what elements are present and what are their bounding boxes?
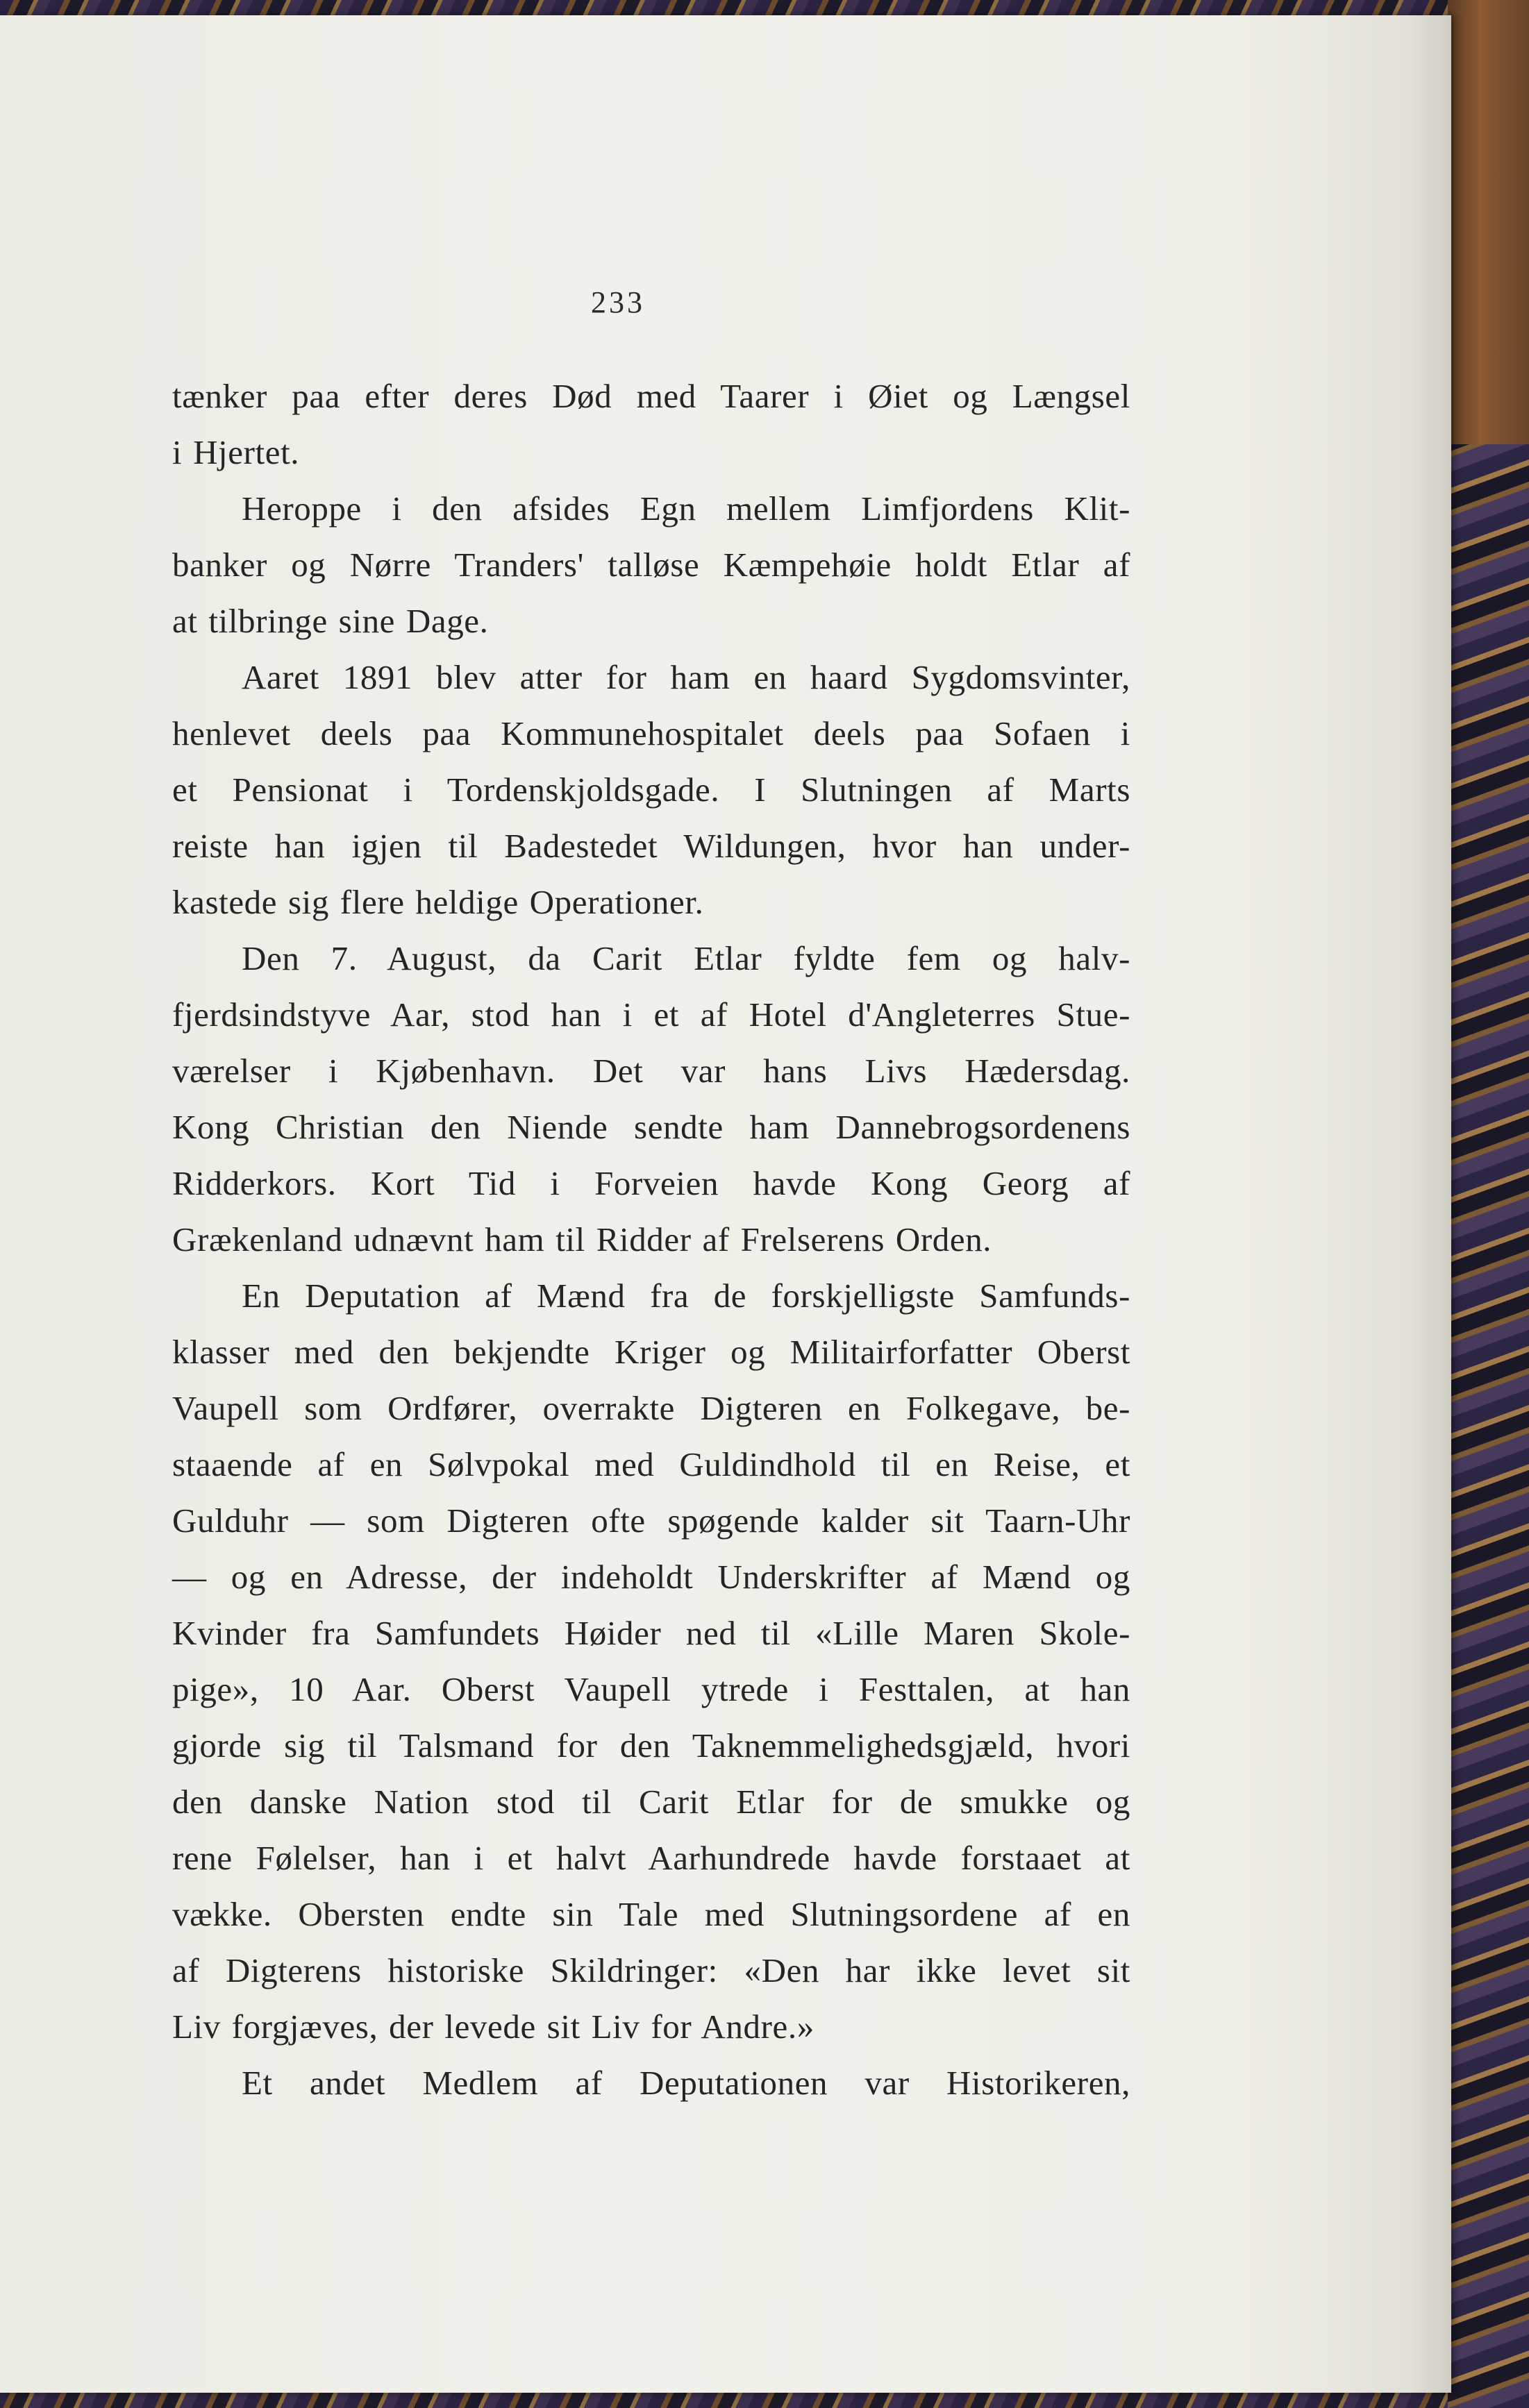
text-line: Aaret 1891 blev atter for ham en haard Sygdomsvinter, — [242, 658, 1130, 696]
text-line: kastede sig flere heldige Operationer. — [172, 883, 704, 921]
text-line: tænker paa efter deres Død med Taarer i Øiet og Længsel — [172, 377, 1130, 415]
text-line: den danske Nation stod til Carit Etlar for de smukke og — [172, 1783, 1130, 1821]
text-line: Ridderkors. Kort Tid i Forveien havde Kong Georg af — [172, 1164, 1130, 1202]
text-line: banker og Nørre Tranders' talløse Kæmpehøie holdt Etlar af — [172, 546, 1130, 584]
text-line: pige», 10 Aar. Oberst Vaupell ytrede i Festtalen, at han — [172, 1670, 1130, 1708]
text-line: reiste han igjen til Badestedet Wildungen, hvor han under- — [172, 827, 1130, 865]
text-line: Vaupell som Ordfører, overrakte Digteren en Folkegave, be- — [172, 1389, 1130, 1427]
text-line: rene Følelser, han i et halvt Aarhundrede havde forstaaet at — [172, 1839, 1130, 1877]
text-line: i Hjertet. — [172, 433, 300, 471]
body-text — [172, 368, 1130, 2111]
text-line: henlevet deels paa Kommunehospitalet deels paa Sofaen i — [172, 714, 1130, 752]
text-line: staaende af en Sølvpokal med Guldindhold til en Reise, et — [172, 1445, 1130, 1483]
page-number: 233 — [591, 285, 645, 319]
text-line: fjerdsindstyve Aar, stod han i et af Hotel d'Angleterres Stue- — [172, 995, 1130, 1034]
text-line: Den 7. August, da Carit Etlar fyldte fem og halv- — [242, 939, 1130, 977]
text-line: Grækenland udnævnt ham til Ridder af Frelserens Orden. — [172, 1220, 992, 1258]
book-page — [0, 15, 1451, 2393]
leather-spine — [1448, 0, 1529, 444]
text-line: at tilbringe sine Dage. — [172, 602, 489, 640]
text-line: — og en Adresse, der indeholdt Underskrifter af Mænd og — [172, 1558, 1130, 1596]
text-line: Et andet Medlem af Deputationen var Historikeren, — [242, 2064, 1130, 2102]
text-line: et Pensionat i Tordenskjoldsgade. I Slutningen af Marts — [172, 771, 1130, 809]
text-line: Kong Christian den Niende sendte ham Dannebrogsordenens — [172, 1108, 1130, 1146]
text-line: Gulduhr — som Digteren ofte spøgende kalder sit Taarn-Uhr — [172, 1501, 1130, 1540]
text-line: af Digterens historiske Skildringer: «Den har ikke levet sit — [172, 1951, 1130, 1989]
text-line: vække. Obersten endte sin Tale med Slutningsordene af en — [172, 1895, 1130, 1933]
text-line: Heroppe i den afsides Egn mellem Limfjordens Klit- — [242, 489, 1130, 528]
text-line: Kvinder fra Samfundets Høider ned til «Lille Maren Skole- — [172, 1614, 1130, 1652]
text-line: En Deputation af Mænd fra de forskjelligste Samfunds- — [242, 1277, 1130, 1315]
text-line: gjorde sig til Talsmand for den Taknemmelighedsgjæld, hvori — [172, 1726, 1130, 1765]
text-line: værelser i Kjøbenhavn. Det var hans Livs Hædersdag. — [172, 1052, 1130, 1090]
text-line: klasser med den bekjendte Kriger og Militairforfatter Oberst — [172, 1333, 1130, 1371]
text-line: Liv forgjæves, der levede sit Liv for Andre.» — [172, 2007, 814, 2046]
